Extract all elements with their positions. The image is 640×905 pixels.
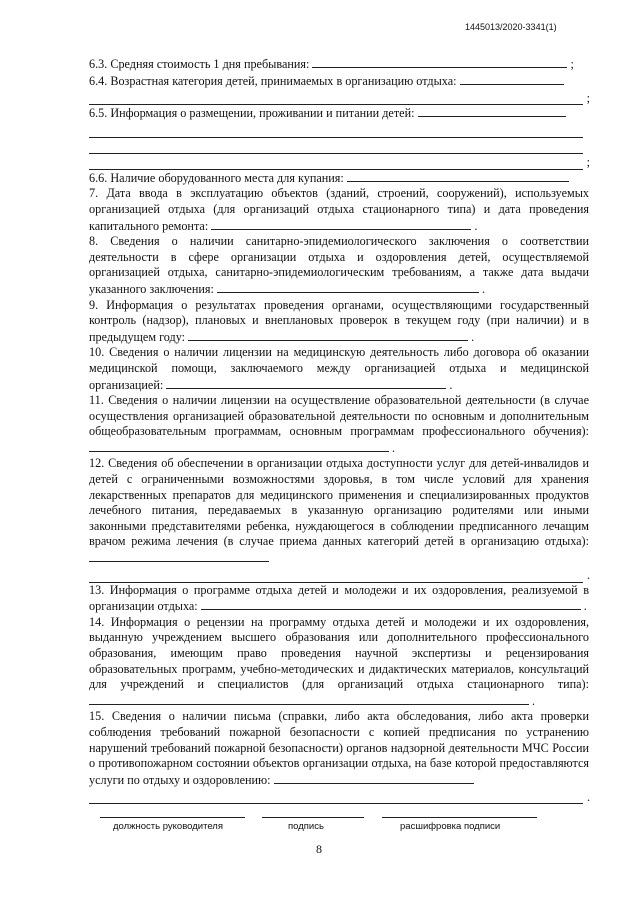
item-12: 12. Сведения об обеспечении в организации отдыха доступности услуг для детей-инвалидов и детей с ограниченными возможностями здоровья, в том числе условий для хранения лекарственных препаратов для медицинского применения и специализированных продуктов лечебного питания, передаваемых в указанную организацию родителями или иными законными представителями ребенка, нуждающегося в соблюдении предписанного лечащим врачом режима лечения (в случае приема данных категорий детей в организацию отдыха): — [89, 456, 589, 566]
decoding-signature-line[interactable] — [382, 817, 537, 818]
item-14: 14. Информация о рецензии на программу отдыха детей и молодежи и их оздоровления, выданную учреждением высшего образования или дополнительного профессионального образования, имеющим право проведения научной экспертизы и рецензирования образовательных программ, учебно-методических и дидактических материалов, консультаций для учреждений и специалистов (для организаций отдыха стационарного типа): . — [89, 614, 589, 708]
item-6-3: 6.3. Средняя стоимость 1 дня пребывания: ; — [89, 57, 574, 71]
signature-line[interactable] — [262, 817, 364, 818]
answer-field[interactable] — [460, 73, 564, 85]
decoding-label: расшифровка подписи — [400, 821, 501, 832]
answer-field[interactable]: ; — [89, 89, 583, 105]
item-13: 13. Информация о программе отдыха детей и молодежи и их оздоровления, реализуемой в организации отдыха: . — [89, 582, 589, 614]
answer-field[interactable] — [89, 550, 269, 562]
item-6-5: 6.5. Информация о размещении, проживании и питании детей: — [89, 105, 589, 122]
signature-label: подпись — [288, 821, 324, 832]
answer-field[interactable] — [312, 56, 567, 68]
answer-field[interactable] — [217, 281, 479, 293]
answer-field[interactable] — [201, 598, 581, 610]
answer-field[interactable]: . — [89, 788, 583, 804]
answer-field[interactable] — [89, 138, 583, 154]
document-id: 1445013/2020-3341(1) — [465, 22, 557, 32]
item-15: 15. Сведения о наличии письма (справки, либо акта обследования, либо акта проверки соблюдения требований пожарной безопасности с копией предписания по устранению нарушений требований пожарной безопасности) органов надзорной деятельности МЧС России о противопожарном состоянии объектов организации отдыха, на базе которой предоставляются услуги по отдыху и оздоровлению: — [89, 709, 589, 787]
answer-field[interactable]: ; — [89, 154, 583, 170]
position-signature-line[interactable] — [100, 817, 245, 818]
answer-field[interactable] — [89, 122, 583, 138]
page-number: 8 — [316, 842, 322, 856]
position-label: должность руководителя — [113, 821, 223, 832]
answer-field[interactable] — [166, 377, 446, 389]
answer-field[interactable] — [211, 218, 471, 230]
item-9: 9. Информация о результатах проведения органами, осуществляющими государственный контроль (надзор), плановых и внеплановых проверок в текущем году (при наличии) и в предыдущем году: . — [89, 297, 589, 344]
answer-field[interactable] — [274, 772, 474, 784]
answer-field[interactable] — [89, 693, 529, 705]
item-8: 8. Сведения о наличии санитарно-эпидемиологического заключения о соответствии деятельности в сфере организации отдыха и оздоровления детей, осуществляемой организацией отдыха, санитарно-эпидемиологическим требованиям, а также дата выдачи указанного заключения: . — [89, 234, 589, 296]
answer-field[interactable] — [347, 170, 569, 182]
answer-field[interactable] — [188, 329, 468, 341]
form-content — [89, 56, 589, 804]
item-11: 11. Сведения о наличии лицензии на осуществление образовательной деятельности (в случае осуществления организацией образовательной деятельности по основным и дополнительным общеобразовательным программам, основным программам профессионального обучения): . — [89, 393, 589, 455]
item-10: 10. Сведения о наличии лицензии на медицинскую деятельность либо договора об оказании медицинской помощи, заключаемого между организацией отдыха и медицинской организацией: . — [89, 345, 589, 392]
item-6-4: 6.4. Возрастная категория детей, принимаемых в организацию отдыха: — [89, 73, 589, 90]
item-6-6: 6.6. Наличие оборудованного места для купания: — [89, 170, 589, 187]
answer-field[interactable]: . — [89, 567, 583, 583]
item-7: 7. Дата ввода в эксплуатацию объектов (зданий, строений, сооружений), используемых организацией отдыха (для организаций отдыха стационарного типа) и дата проведения капитального ремонта: . — [89, 186, 589, 233]
answer-field[interactable] — [89, 440, 389, 452]
answer-field[interactable] — [418, 105, 566, 117]
